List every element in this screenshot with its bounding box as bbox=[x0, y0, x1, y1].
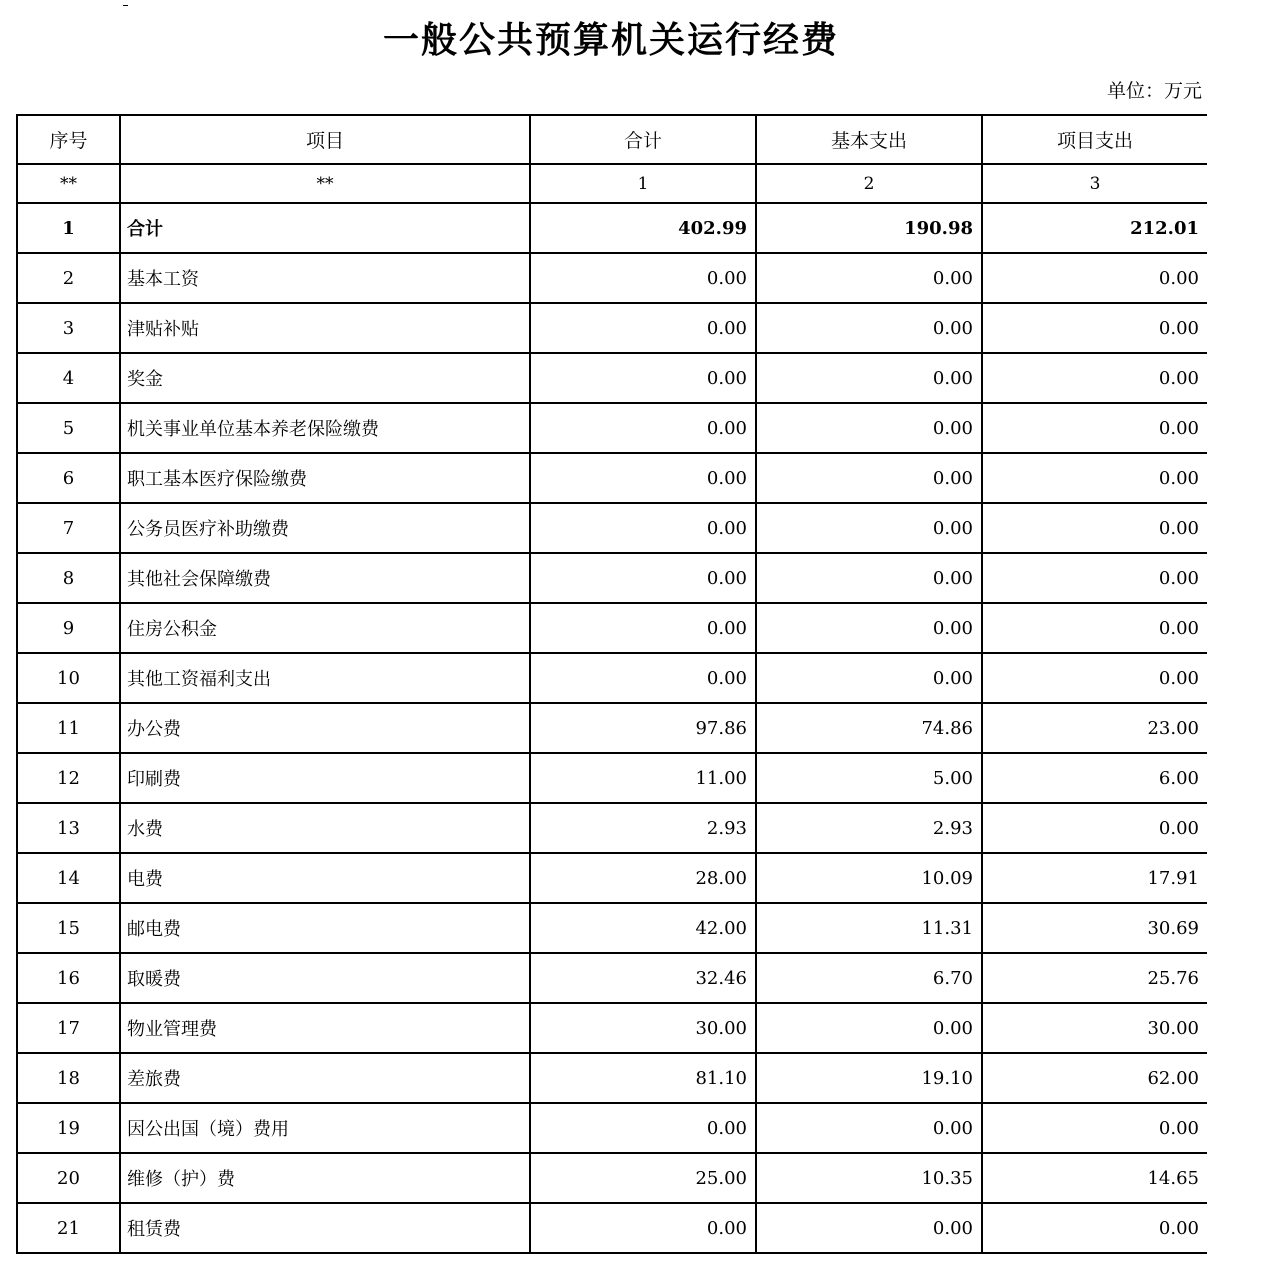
row-seq: 20 bbox=[17, 1153, 120, 1203]
row-project: 212.01 bbox=[982, 203, 1207, 253]
row-basic: 0.00 bbox=[756, 1203, 982, 1253]
row-basic: 2.93 bbox=[756, 803, 982, 853]
row-name: 职工基本医疗保险缴费 bbox=[120, 453, 530, 503]
row-basic: 11.31 bbox=[756, 903, 982, 953]
row-total: 0.00 bbox=[530, 253, 756, 303]
row-name: 物业管理费 bbox=[120, 1003, 530, 1053]
row-name: 津贴补贴 bbox=[120, 303, 530, 353]
budget-table bbox=[16, 114, 1207, 1254]
row-name: 公务员医疗补助缴费 bbox=[120, 503, 530, 553]
table-row bbox=[17, 353, 1207, 403]
row-project: 62.00 bbox=[982, 1053, 1207, 1103]
row-basic: 0.00 bbox=[756, 1003, 982, 1053]
row-project: 23.00 bbox=[982, 703, 1207, 753]
table-row bbox=[17, 753, 1207, 803]
table-row bbox=[17, 603, 1207, 653]
row-basic: 10.09 bbox=[756, 853, 982, 903]
table-row bbox=[17, 953, 1207, 1003]
row-basic: 0.00 bbox=[756, 503, 982, 553]
table-row bbox=[17, 853, 1207, 903]
row-basic: 0.00 bbox=[756, 353, 982, 403]
row-name: 基本工资 bbox=[120, 253, 530, 303]
row-name: 维修（护）费 bbox=[120, 1153, 530, 1203]
row-project: 0.00 bbox=[982, 553, 1207, 603]
row-project: 0.00 bbox=[982, 1103, 1207, 1153]
row-name: 取暖费 bbox=[120, 953, 530, 1003]
row-project: 30.69 bbox=[982, 903, 1207, 953]
row-total: 0.00 bbox=[530, 1103, 756, 1153]
row-seq: 17 bbox=[17, 1003, 120, 1053]
row-total: 0.00 bbox=[530, 353, 756, 403]
row-name: 其他工资福利支出 bbox=[120, 653, 530, 703]
header-seq: 序号 bbox=[17, 115, 120, 164]
row-basic: 0.00 bbox=[756, 603, 982, 653]
row-project: 0.00 bbox=[982, 303, 1207, 353]
row-basic: 74.86 bbox=[756, 703, 982, 753]
table-row bbox=[17, 503, 1207, 553]
row-seq: 6 bbox=[17, 453, 120, 503]
row-project: 14.65 bbox=[982, 1153, 1207, 1203]
row-project: 0.00 bbox=[982, 653, 1207, 703]
table-row bbox=[17, 1053, 1207, 1103]
table-row bbox=[17, 403, 1207, 453]
row-total: 402.99 bbox=[530, 203, 756, 253]
row-basic: 0.00 bbox=[756, 303, 982, 353]
row-project: 0.00 bbox=[982, 403, 1207, 453]
page-title: 一般公共预算机关运行经费 bbox=[382, 20, 839, 61]
row-name: 其他社会保障缴费 bbox=[120, 553, 530, 603]
row-project: 0.00 bbox=[982, 353, 1207, 403]
row-basic: 19.10 bbox=[756, 1053, 982, 1103]
row-name: 邮电费 bbox=[120, 903, 530, 953]
table-body bbox=[17, 203, 1207, 1253]
row-name: 因公出国（境）费用 bbox=[120, 1103, 530, 1153]
row-project: 17.91 bbox=[982, 853, 1207, 903]
row-seq: 8 bbox=[17, 553, 120, 603]
subheader-basic: 2 bbox=[756, 164, 982, 203]
row-basic: 0.00 bbox=[756, 253, 982, 303]
row-project: 0.00 bbox=[982, 803, 1207, 853]
row-total: 32.46 bbox=[530, 953, 756, 1003]
row-total: 25.00 bbox=[530, 1153, 756, 1203]
row-name: 租赁费 bbox=[120, 1203, 530, 1253]
subheader-total: 1 bbox=[530, 164, 756, 203]
row-name: 机关事业单位基本养老保险缴费 bbox=[120, 403, 530, 453]
row-total: 0.00 bbox=[530, 503, 756, 553]
subheader-item: ** bbox=[120, 164, 530, 203]
row-seq: 19 bbox=[17, 1103, 120, 1153]
subheader-project: 3 bbox=[982, 164, 1207, 203]
row-seq: 15 bbox=[17, 903, 120, 953]
row-seq: 14 bbox=[17, 853, 120, 903]
header-project: 项目支出 bbox=[982, 115, 1207, 164]
table-row bbox=[17, 253, 1207, 303]
corner-mark bbox=[123, 5, 128, 6]
table-row bbox=[17, 1003, 1207, 1053]
row-basic: 0.00 bbox=[756, 453, 982, 503]
table-row bbox=[17, 303, 1207, 353]
row-seq: 10 bbox=[17, 653, 120, 703]
table-row-total bbox=[17, 203, 1207, 253]
unit-label: 单位：万元 bbox=[1106, 80, 1202, 102]
row-seq: 16 bbox=[17, 953, 120, 1003]
row-total: 0.00 bbox=[530, 553, 756, 603]
table-subheader-row bbox=[17, 164, 1207, 203]
row-total: 0.00 bbox=[530, 1203, 756, 1253]
row-basic: 0.00 bbox=[756, 1103, 982, 1153]
row-project: 25.76 bbox=[982, 953, 1207, 1003]
row-project: 6.00 bbox=[982, 753, 1207, 803]
row-name: 电费 bbox=[120, 853, 530, 903]
table-row bbox=[17, 553, 1207, 603]
table-row bbox=[17, 1203, 1207, 1253]
row-name: 合计 bbox=[120, 203, 530, 253]
row-total: 0.00 bbox=[530, 603, 756, 653]
row-seq: 1 bbox=[17, 203, 120, 253]
row-total: 0.00 bbox=[530, 453, 756, 503]
row-seq: 5 bbox=[17, 403, 120, 453]
row-seq: 4 bbox=[17, 353, 120, 403]
table-header-row bbox=[17, 115, 1207, 164]
row-project: 0.00 bbox=[982, 1203, 1207, 1253]
table-row bbox=[17, 803, 1207, 853]
row-name: 奖金 bbox=[120, 353, 530, 403]
row-total: 81.10 bbox=[530, 1053, 756, 1103]
row-basic: 0.00 bbox=[756, 553, 982, 603]
row-project: 0.00 bbox=[982, 453, 1207, 503]
row-project: 0.00 bbox=[982, 503, 1207, 553]
row-total: 2.93 bbox=[530, 803, 756, 853]
row-total: 0.00 bbox=[530, 403, 756, 453]
row-name: 差旅费 bbox=[120, 1053, 530, 1103]
row-basic: 10.35 bbox=[756, 1153, 982, 1203]
row-basic: 0.00 bbox=[756, 653, 982, 703]
row-basic: 190.98 bbox=[756, 203, 982, 253]
row-seq: 9 bbox=[17, 603, 120, 653]
row-total: 42.00 bbox=[530, 903, 756, 953]
subheader-seq: ** bbox=[17, 164, 120, 203]
row-seq: 18 bbox=[17, 1053, 120, 1103]
row-project: 30.00 bbox=[982, 1003, 1207, 1053]
row-total: 30.00 bbox=[530, 1003, 756, 1053]
row-total: 97.86 bbox=[530, 703, 756, 753]
row-seq: 11 bbox=[17, 703, 120, 753]
table-row bbox=[17, 703, 1207, 753]
row-seq: 2 bbox=[17, 253, 120, 303]
row-seq: 12 bbox=[17, 753, 120, 803]
row-project: 0.00 bbox=[982, 603, 1207, 653]
row-total: 0.00 bbox=[530, 303, 756, 353]
row-basic: 5.00 bbox=[756, 753, 982, 803]
row-name: 水费 bbox=[120, 803, 530, 853]
header-item: 项目 bbox=[120, 115, 530, 164]
header-basic: 基本支出 bbox=[756, 115, 982, 164]
table-row bbox=[17, 1103, 1207, 1153]
table-row bbox=[17, 1153, 1207, 1203]
row-total: 28.00 bbox=[530, 853, 756, 903]
row-name: 印刷费 bbox=[120, 753, 530, 803]
row-seq: 21 bbox=[17, 1203, 120, 1253]
row-seq: 3 bbox=[17, 303, 120, 353]
row-name: 办公费 bbox=[120, 703, 530, 753]
row-total: 11.00 bbox=[530, 753, 756, 803]
header-total: 合计 bbox=[530, 115, 756, 164]
row-seq: 13 bbox=[17, 803, 120, 853]
row-name: 住房公积金 bbox=[120, 603, 530, 653]
row-basic: 6.70 bbox=[756, 953, 982, 1003]
table-row bbox=[17, 903, 1207, 953]
table-row bbox=[17, 653, 1207, 703]
row-total: 0.00 bbox=[530, 653, 756, 703]
row-seq: 7 bbox=[17, 503, 120, 553]
row-project: 0.00 bbox=[982, 253, 1207, 303]
row-basic: 0.00 bbox=[756, 403, 982, 453]
table-row bbox=[17, 453, 1207, 503]
